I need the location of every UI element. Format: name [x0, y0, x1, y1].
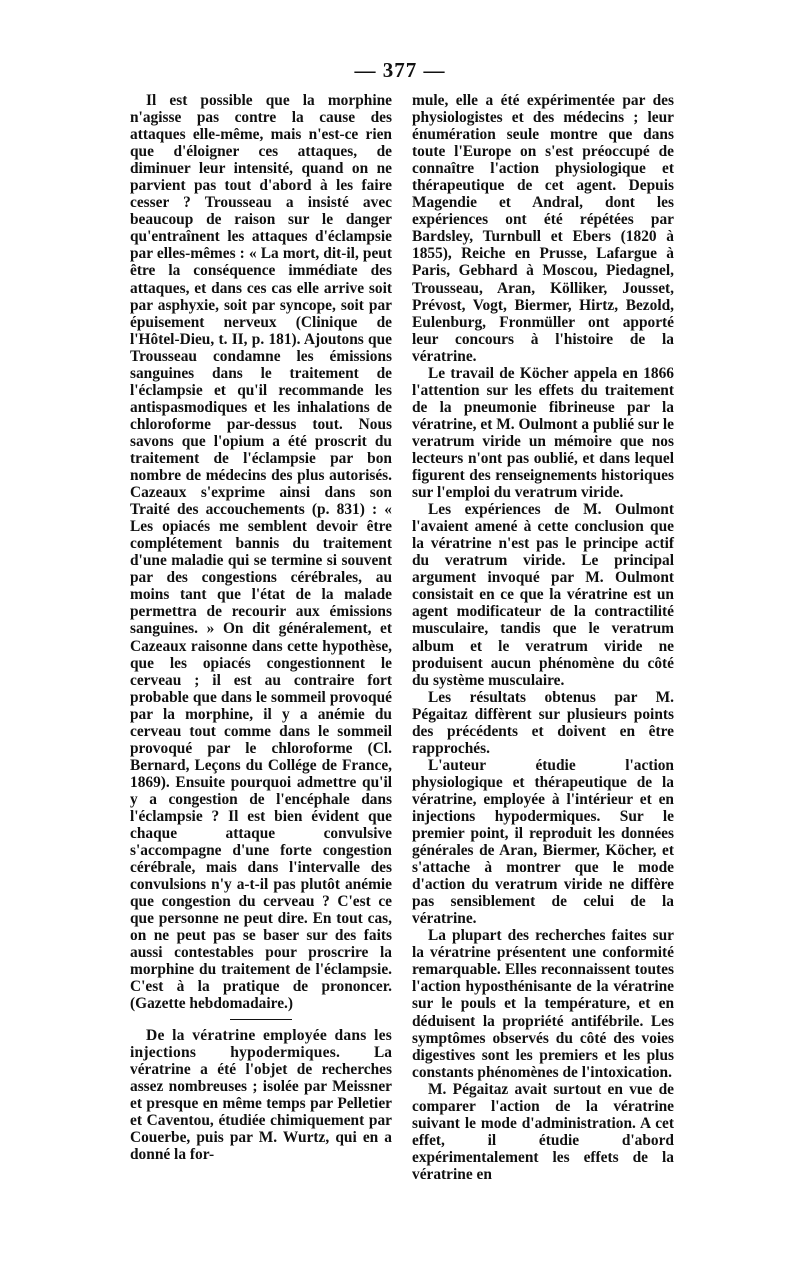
right-column	[412, 92, 674, 1183]
section-divider	[230, 1019, 292, 1020]
paragraph-author-study: L'auteur étudie l'action physiologique et thérapeutique de la vératrine, employée à l'intérieur et en injections hypodermiques. Sur le premier point, il reproduit les données générales de Aran, Biermer, Köcher, et s'attache à montrer que le mode d'action du veratrum viride ne diffère pas sensiblement de celui de la vératrine.	[412, 756, 674, 928]
paragraph-morphine-eclampsie: Il est possible que la morphine n'agisse pas contre la cause des attaques elle-même, mais n'est-ce rien que d'éloigner ces attaques, de diminuer leur intensité, quand on ne parvient pas tout d'abord à les faire cesser ? Trousseau a insisté avec beaucoup de raison sur le danger qu'entraînent les attaques d'éclampsie par elles-mêmes : « La mort, dit-il, peut être la conséquence immédiate des attaques, et dans ces cas elle arrive soit par asphyxie, soit par syncope, soit par épuisement nerveux (Clinique de l'Hôtel-Dieu, t. II, p. 181). Ajoutons que Trousseau condamne les émissions sanguines dans le traitement de l'éclampsie et qu'il recommande les antispasmodiques et les inhalations de chloroforme par-dessus tout. Nous savons que l'opium a été proscrit du traitement de l'éclampsie par bon nombre de médecins des plus autorisés. Cazeaux s'exprime ainsi dans son Traité des accouchements (p. 831) : « Les opiacés me semblent devoir être complétement bannis du traitement d'une maladie qui se termine si souvent par des congestions cérébrales, au moins tant que l'état de la malade permettra de recourir aux émissions sanguines. » On dit généralement, et Cazeaux raisonne dans cette hypothèse, que les opiacés congestionnent le cerveau ; il est au contraire fort probable que dans le sommeil provoqué par la morphine, il y a anémie du cerveau tout comme dans le sommeil provoqué par le chloroforme (Cl. Bernard, Leçons du Collége de France, 1869). Ensuite pourquoi admettre qu'il y a congestion de l'encéphale dans l'éclampsie ? Il est bien évident que chaque attaque convulsive s'accompagne d'une forte congestion cérébrale, mais dans l'intervalle des convulsions n'y a-t-il pas plutôt anémie que congestion du cerveau ? C'est ce que personne ne peut dire. En tout cas, on ne peut pas se baser sur des faits aussi contestables pour proscrire la morphine du traitement de l'éclampsie. C'est à la pratique de prononcer. (Gazette hebdomadaire.)	[130, 92, 392, 1013]
article-title: De la vératrine employée dans les injections hypodermiques.	[130, 1026, 392, 1061]
left-column	[130, 92, 392, 1163]
article-body-start: La vératrine a été l'objet de recherches assez nombreuses ; isolée par Meissner et presque en même temps par Pelletier et Caventou, étudiée chimiquement par Couerbe, puis par M. Wurtz, qui en a donné la for-	[130, 1043, 392, 1163]
paragraph-pegaitaz-results: Les résultats obtenus par M. Pégaitaz diffèrent sur plusieurs points des précédents et doivent en être rapprochés.	[412, 688, 674, 757]
paragraph-administration: M. Pégaitaz avait surtout en vue de comparer l'action de la vératrine suivant le mode d'administration. A cet effet, il étudie d'abord expérimentalement les effets de la vératrine en	[412, 1080, 674, 1183]
paragraph-continuation: mule, elle a été expérimentée par des physiologistes et des médecins ; leur énumération seule montre que dans toute l'Europe on s'est préoccupé de connaître l'action physiologique et thérapeutique de cet agent. Depuis Magendie et Andral, dont les expériences ont été répétées par Bardsley, Turnbull et Ebers (1820 à 1855), Reiche en Prusse, Lafargue à Paris, Gebhard à Moscou, Piedagnel, Trousseau, Aran, Kölliker, Jousset, Prévost, Vogt, Biermer, Hirtz, Bezold, Eulenburg, Fronmüller ont apporté leur concours à l'histoire de la vératrine.	[412, 92, 674, 365]
paragraph-kocher: Le travail de Köcher appela en 1866 l'attention sur les effets du traitement de la pneumonie fibrineuse par la vératrine, et M. Oulmont a publié sur le veratrum viride un mémoire que nos lecteurs n'ont pas oublié, et dans lequel figurent des renseignements historiques sur l'emploi du veratrum viride.	[412, 364, 674, 502]
paragraph-recherches: La plupart des recherches faites sur la vératrine présentent une conformité remarquable. Elles reconnaissent toutes l'action hyposthénisante de la vératrine sur le pouls et la température, et en déduisent la propriété antifébrile. Les symptômes observés du côté des voies digestives sont les premiers et les plus constants phénomènes de l'intoxication.	[412, 927, 674, 1081]
paragraph-oulmont: Les expériences de M. Oulmont l'avaient amené à cette conclusion que la vératrine n'est pas le principe actif du veratrum viride. Le principal argument invoqué par M. Oulmont consistait en ce que la vératrine est un agent modificateur de la contractilité musculaire, tandis que le veratrum album et le veratrum viride ne produisent aucun phénomène du côté du système musculaire.	[412, 501, 674, 689]
article-veratrine	[130, 1027, 392, 1163]
page-number: — 377 —	[354, 58, 446, 82]
